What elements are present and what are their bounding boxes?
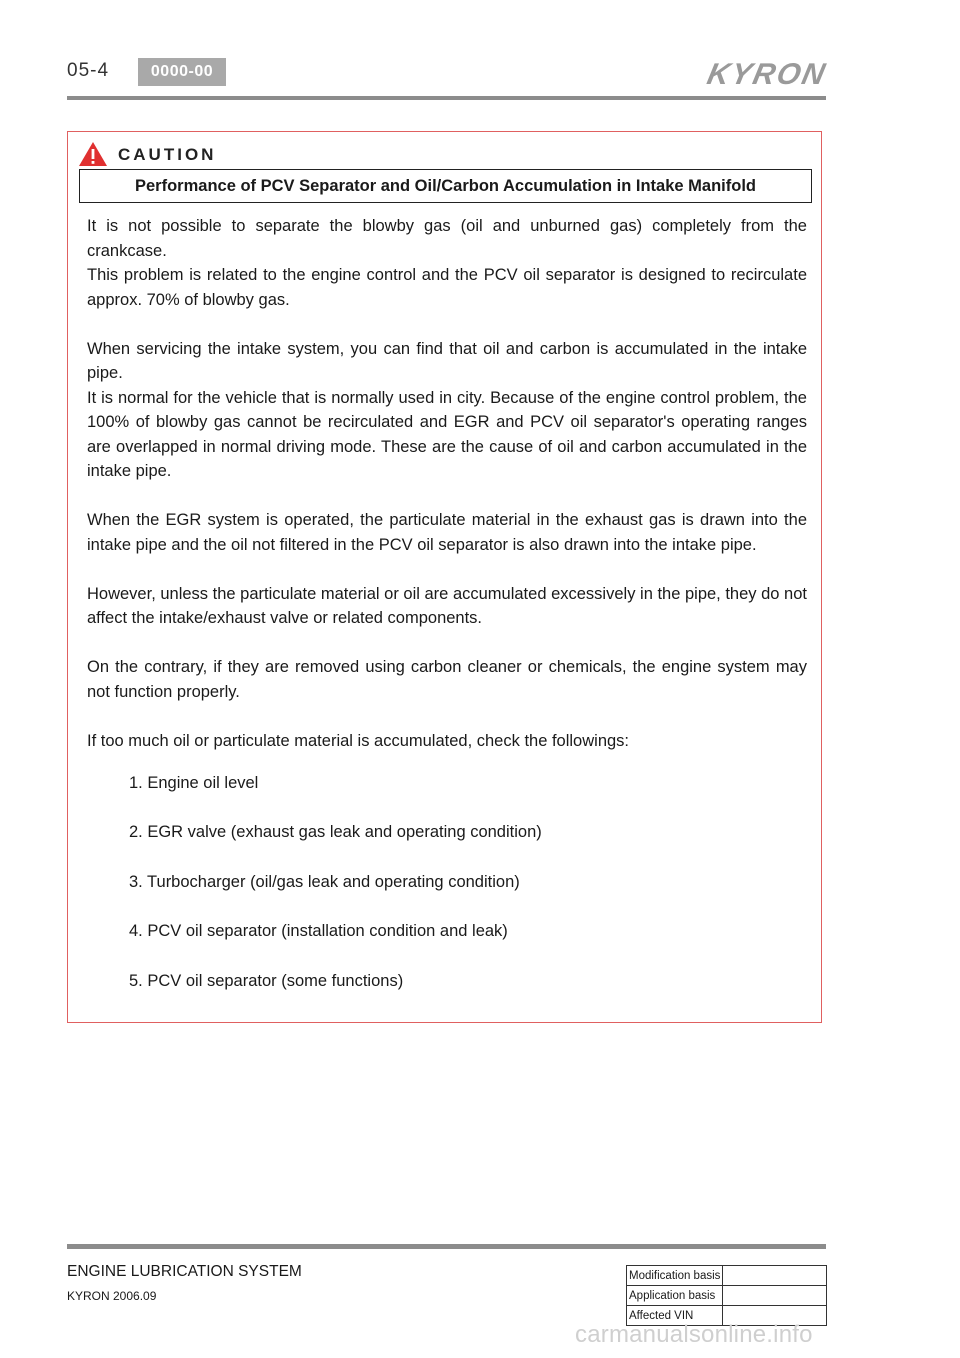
table-label: Affected VIN [627, 1306, 723, 1326]
table-row [627, 1286, 827, 1306]
paragraph-line: On the contrary, if they are removed using carbon cleaner or chemicals, the engine system may not function properly. [87, 658, 807, 701]
table-label: Modification basis [627, 1266, 723, 1286]
paragraph [87, 655, 807, 704]
table-value [723, 1286, 827, 1306]
paragraph [87, 508, 807, 557]
header-rule [67, 96, 826, 100]
footer-model-date: KYRON 2006.09 [67, 1289, 157, 1303]
check-list [87, 771, 807, 994]
paragraph-line: When servicing the intake system, you can find that oil and carbon is accumulated in the intake pipe. [87, 339, 807, 382]
paragraph [87, 214, 807, 312]
paragraph-line: However, unless the particulate material or oil are accumulated excessively in the pipe, they do not affect the intake/exhaust valve or related components. [87, 584, 807, 627]
caution-body [87, 214, 807, 1018]
footer-section-name: ENGINE LUBRICATION SYSTEM [67, 1263, 302, 1280]
paragraph-line: This problem is related to the engine control and the PCV oil separator is designed to recirculate approx. 70% of blowby gas. [87, 266, 807, 309]
paragraph [87, 337, 807, 484]
footer-rule [67, 1244, 826, 1249]
warning-triangle-icon [78, 141, 108, 167]
caution-title: Performance of PCV Separator and Oil/Carbon Accumulation in Intake Manifold [79, 169, 812, 203]
modification-table [626, 1265, 827, 1326]
list-item: 4. PCV oil separator (installation condition and leak) [129, 922, 508, 940]
paragraph-line: When the EGR system is operated, the particulate material in the exhaust gas is drawn into the intake pipe and the oil not filtered in the PCV oil separator is also drawn into the intake pipe. [87, 511, 807, 554]
paragraph-line: If too much oil or particulate material is accumulated, check the followings: [87, 731, 630, 750]
section-code-badge: 0000-00 [138, 58, 226, 86]
paragraph-line: It is normal for the vehicle that is normally used in city. Because of the engine control problem, the 100% of blowby gas cannot be recirculated and EGR and PCV oil separator's operating ranges are overlapped in normal driving mode. These are the cause of oil and carbon accumulated in the intake pipe. [87, 388, 807, 480]
table-label: Application basis [627, 1286, 723, 1306]
watermark: carmanualsonline.info [575, 1321, 813, 1348]
list-item: 5. PCV oil separator (some functions) [129, 971, 404, 990]
list-item: 3. Turbocharger (oil/gas leak and operating condition) [129, 872, 520, 891]
list-item: 1. Engine oil level [129, 773, 259, 792]
caution-box [67, 131, 822, 1023]
page-number: 05-4 [67, 60, 110, 81]
paragraph [87, 582, 807, 631]
paragraph [87, 729, 807, 754]
table-value [723, 1266, 827, 1286]
list-item: 2. EGR valve (exhaust gas leak and operating condition) [129, 823, 542, 841]
caution-label: CAUTION [118, 145, 217, 164]
table-row [627, 1266, 827, 1286]
paragraph-line: It is not possible to separate the blowby gas (oil and unburned gas) completely from the crankcase. [87, 217, 807, 260]
brand-logo: KYRON [704, 58, 830, 91]
